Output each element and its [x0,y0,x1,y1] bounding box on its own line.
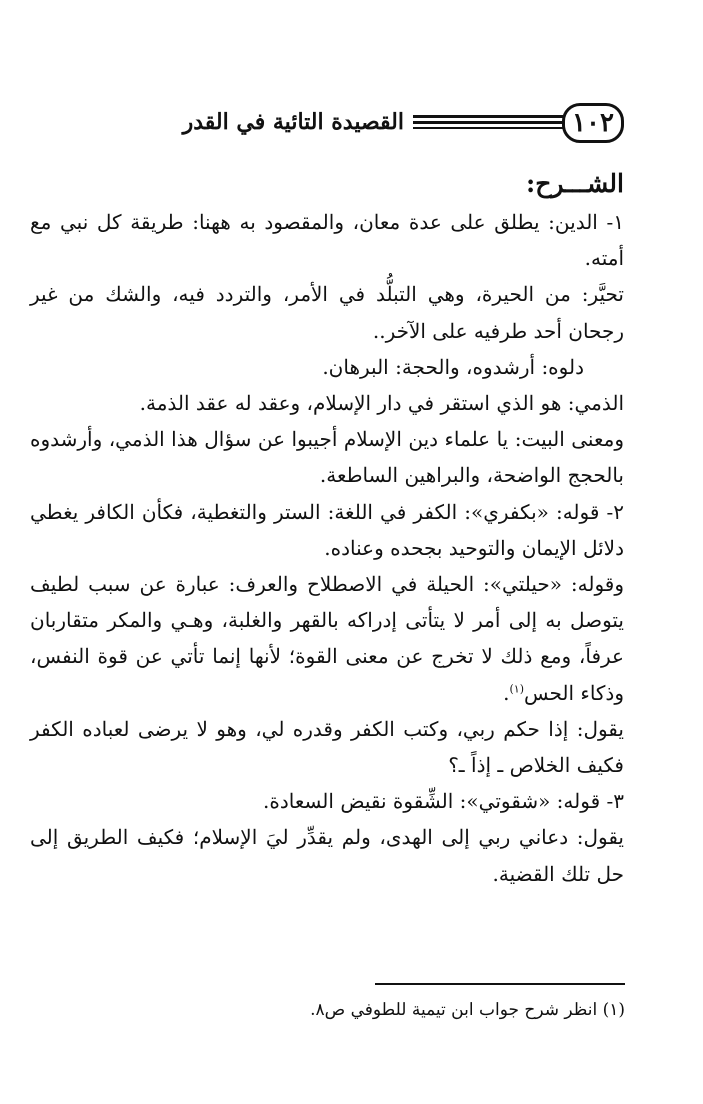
footnote: (١) انظر شرح جواب ابن تيمية للطوفي ص٨. [310,1000,625,1020]
footnote-separator [375,983,625,985]
paragraph-7: وقوله: «حيلتي»: الحيلة في الاصطلاح والعرف: عبارة عن سبب لطيف يتوصل به إلى أمر لا يتأتى إدراكه بالقهر والغلبة، وهـي والمكر متقاربان عرفاً، ومع ذلك لا تخرج عن معنى القوة؛ لأنها إنما تأتي عن قوة النفس، وذكاء الحس$^{(١)}$. [30,572,624,705]
paragraph-10: يقول: دعاني ربي إلى الهدى، ولم يقدِّر ليَ الإسلام؛ فكيف الطريق إلى حل تلك القضية. [30,825,625,886]
paragraph-2: تحيَّر: من الحيرة، وهي التبلُّد في الأمر، والتردد فيه، والشك من غير رجحان أحد طرفيه على الآخر.. [30,282,624,343]
paragraph-9: ٣- قوله: «شقوتي»: الشِّقوة نقيض السعادة. [262,789,624,814]
footnote-ref: (١) [509,681,524,695]
page-number: ١٠٢ [562,103,624,143]
running-title: القصيدة التائية في القدر [182,109,404,135]
page-header [32,103,624,147]
paragraph-6: ٢- قوله: «بكفري»: الكفر في اللغة: الستر والتغطية، فكأن الكافر يغطي دلائل الإيمان والتوحيد بجحده وعناده. [30,499,624,560]
paragraph-5: ومعنى البيت: يا علماء دين الإسلام أجيبوا عن سؤال هذا الذمي، وأرشدوه بالحجج الواضحة، والبراهين الساطعة. [30,427,624,488]
main-text [30,164,624,892]
paragraph-8: يقول: إذا حكم ربي، وكتب الكفر وقدره لي، وهو لا يرضى لعباده الكفر فكيف الخلاص ـ إذاً ـ؟ [30,716,624,778]
paragraph-1: ١- الدين: يطلق على عدة معان، والمقصود به ههنا: طريقة كل نبي مع أمته. [30,210,624,271]
section-title: الشـــرح: [526,169,624,198]
header-decorative-rule [413,115,563,129]
paragraph-4: الذمي: هو الذي استقر في دار الإسلام، وعقد له عقد الذمة. [139,391,624,416]
paragraph-3: دلوه: أرشدوه، والحجة: البرهان. [322,354,584,379]
paragraph-7-text: وقوله: «حيلتي»: الحيلة في الاصطلاح والعرف: عبارة عن سبب لطيف يتوصل به إلى أمر لا يتأتى إدراكه بالقهر والغلبة، وهـي والمكر متقاربان عرفاً، ومع ذلك لا تخرج عن معنى القوة؛ لأنها إنما تأتي عن قوة النفس، وذكاء الحس [30,572,624,705]
